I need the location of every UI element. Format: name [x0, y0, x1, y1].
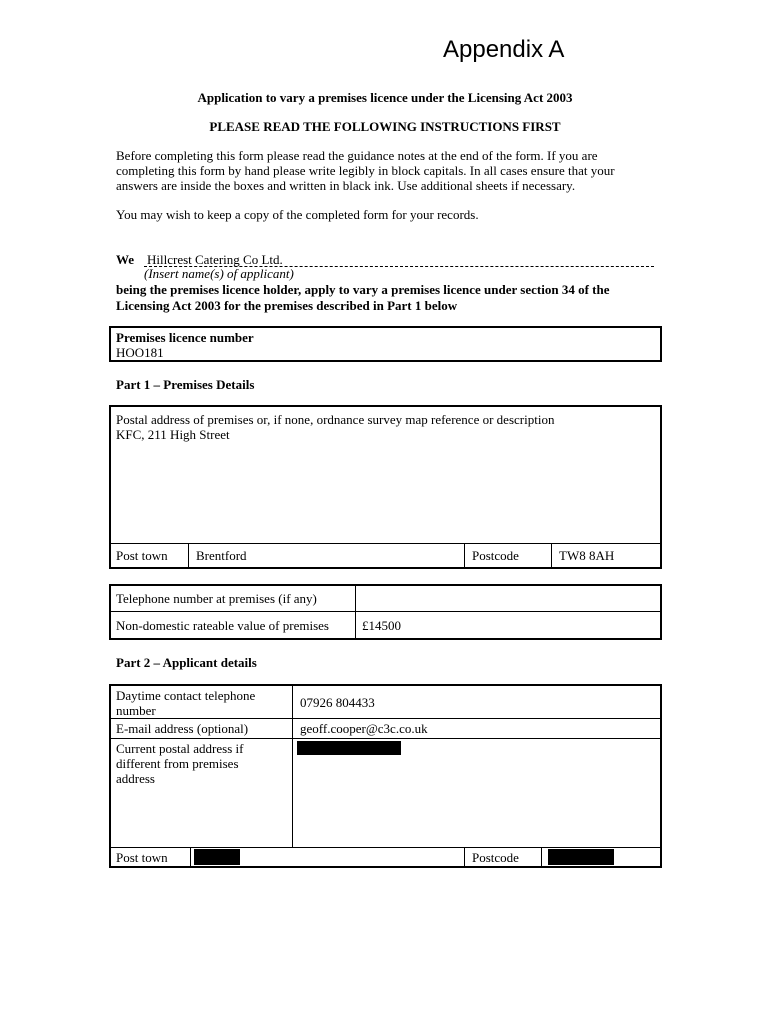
part2-heading: Part 2 – Applicant details: [116, 655, 257, 670]
applicant-column-divider: [292, 685, 293, 847]
premises-address-label: Postal address of premises or, if none, ordnance survey map reference or description: [116, 412, 555, 427]
instructions-heading: PLEASE READ THE FOLLOWING INSTRUCTIONS FIRST: [209, 119, 561, 134]
redacted-post-town: [194, 849, 240, 865]
post-town-row-divider: [110, 543, 661, 544]
post-town-divider: [188, 543, 189, 568]
telephone-label: Telephone number at premises (if any): [116, 591, 317, 606]
appendix-heading: Appendix A: [443, 36, 565, 63]
applicant-postcode-divider-right: [541, 847, 542, 867]
daytime-phone-field[interactable]: 07926 804433: [300, 695, 375, 710]
applicant-postcode-divider-left: [464, 847, 465, 867]
we-label: We: [116, 252, 135, 267]
form-title: Application to vary a premises licence under the Licensing Act 2003: [197, 90, 573, 105]
postal-address-label: Current postal address if different from premises address: [116, 741, 244, 786]
email-row-divider: [110, 738, 661, 739]
applicant-name-hint: (Insert name(s) of applicant): [144, 266, 294, 281]
applicant-post-town-divider: [190, 847, 191, 867]
telephone-column-divider: [355, 585, 356, 639]
applicant-post-town-row-divider: [110, 847, 661, 848]
premises-address-field[interactable]: KFC, 211 High Street: [116, 427, 230, 442]
daytime-row-divider: [110, 718, 661, 719]
postcode-divider-left: [464, 543, 465, 568]
applicant-name-field[interactable]: Hillcrest Catering Co Ltd.: [147, 252, 283, 267]
keep-copy-note: You may wish to keep a copy of the completed form for your records.: [116, 207, 479, 222]
redacted-postal-address: [297, 741, 401, 755]
applicant-postcode-label: Postcode: [472, 850, 519, 865]
daytime-phone-label: Daytime contact telephone number: [116, 688, 256, 718]
postcode-field[interactable]: TW8 8AH: [559, 548, 615, 563]
rateable-value-label: Non-domestic rateable value of premises: [116, 618, 329, 633]
applicant-post-town-label: Post town: [116, 850, 168, 865]
part1-heading: Part 1 – Premises Details: [116, 377, 255, 392]
post-town-label: Post town: [116, 548, 168, 563]
declaration-text: being the premises licence holder, apply to vary a premises licence under section 34 of the Licensing Act 2003 for the premises described in Part 1 below: [116, 282, 610, 313]
redacted-postcode: [548, 849, 614, 865]
telephone-row-divider: [110, 611, 661, 612]
post-town-field[interactable]: Brentford: [196, 548, 247, 563]
email-field[interactable]: geoff.cooper@c3c.co.uk: [300, 721, 428, 736]
rateable-value-field[interactable]: £14500: [362, 618, 401, 633]
licence-number-label: Premises licence number: [116, 330, 254, 345]
intro-paragraph: Before completing this form please read the guidance notes at the end of the form. If you are completing this form by hand please write legibly in block capitals. In all cases ensure that your answers are inside the boxes and written in black ink. Use additional sheets if necessary.: [116, 148, 615, 193]
licence-number-field[interactable]: HOO181: [116, 345, 164, 360]
postcode-label: Postcode: [472, 548, 519, 563]
postcode-divider-right: [551, 543, 552, 568]
email-label: E-mail address (optional): [116, 721, 249, 736]
